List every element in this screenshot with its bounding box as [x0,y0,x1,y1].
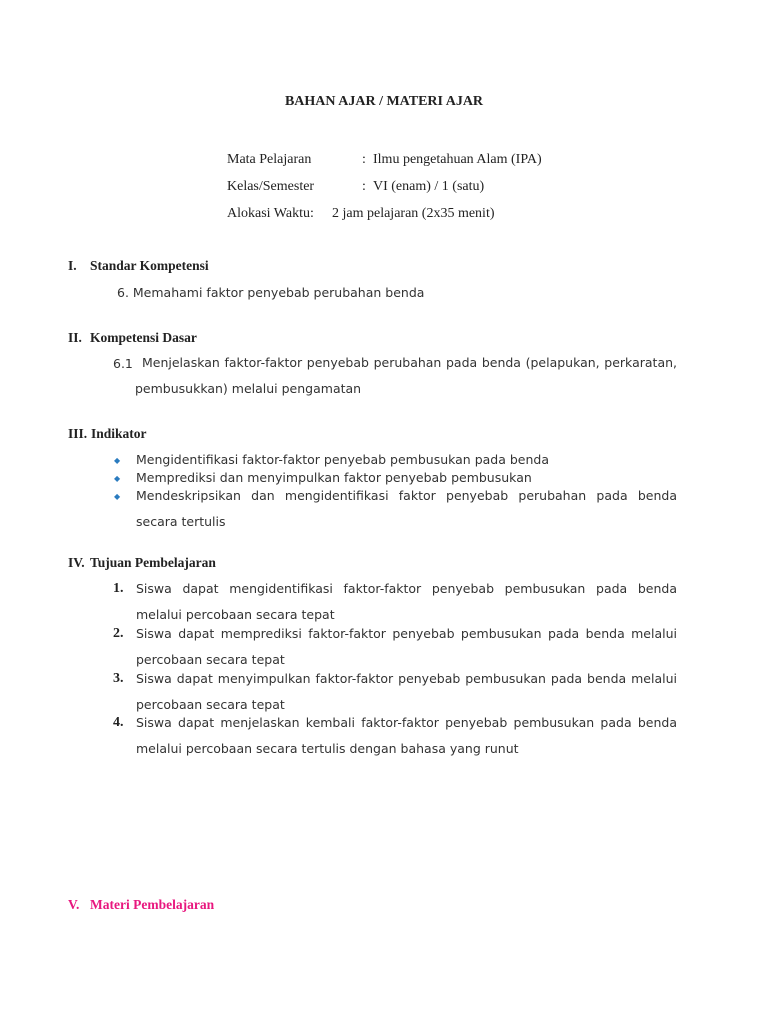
objective-item: Siswa dapat menyimpulkan faktor-faktor penyebab pembusukan pada benda melalui percobaan secara tepat [136,671,677,712]
section-heading-materi-pembelajaran [68,897,214,913]
section-number: III. [68,426,88,441]
indicator-item: Mengidentifikasi faktor-faktor penyebab pembusukan pada benda [136,452,550,467]
indicator-item: Mendeskripsikan dan mengidentifikasi faktor penyebab perubahan pada benda secara tertulis [136,488,677,529]
meta-colon-subject: : [362,152,366,167]
objective-number: 1. [113,581,124,596]
competency-number: 6.1 [113,356,133,371]
section-title: Tujuan Pembelajaran [90,555,216,570]
meta-label-class: Kelas/Semester [227,179,315,194]
section-title: Kompetensi Dasar [90,330,197,345]
objective-item: Siswa dapat mengidentifikasi faktor-faktor penyebab pembusukan pada benda melalui percobaan secara tepat [136,581,677,622]
section-heading-tujuan-pembelajaran [68,555,216,571]
meta-label-subject: Mata Pelajaran [227,152,312,167]
section-number: I. [68,258,77,273]
section-number: IV. [68,555,85,570]
section-title: Materi Pembelajaran [90,897,215,912]
diamond-bullet-icon: ◆ [114,474,121,483]
section-heading-standar-kompetensi [68,258,209,274]
section-title: Indikator [91,426,147,441]
diamond-bullet-icon: ◆ [114,456,121,465]
meta-label-time: Alokasi Waktu: [227,206,314,221]
meta-value-time: 2 jam pelajaran (2x35 menit) [332,206,495,221]
section-number: V. [68,897,80,912]
diamond-bullet-icon: ◆ [114,492,121,501]
section-heading-indikator [68,426,147,442]
meta-value-subject: Ilmu pengetahuan Alam (IPA) [373,152,542,167]
section-text-standar-kompetensi: 6. Memahami faktor penyebab perubahan benda [117,285,425,300]
indicator-item: Memprediksi dan menyimpulkan faktor penyebab pembusukan [136,470,532,485]
objective-number: 2. [113,626,124,641]
objective-item: Siswa dapat memprediksi faktor-faktor penyebab pembusukan pada benda melalui percobaan secara tepat [136,626,677,667]
section-number: II. [68,330,82,345]
section-title: Standar Kompetensi [90,258,209,273]
meta-value-class: VI (enam) / 1 (satu) [373,179,485,194]
objective-number: 4. [113,715,124,730]
section-text-kompetensi-dasar: Menjelaskan faktor-faktor penyebab perubahan pada benda (pelapukan, perkaratan, pembusukkan) melalui pengamatan [135,355,677,396]
document-title: BAHAN AJAR / MATERI AJAR [284,94,484,109]
objective-item: Siswa dapat menjelaskan kembali faktor-faktor penyebab pembusukan pada benda melalui percobaan secara tertulis dengan bahasa yang runut [136,715,677,756]
objective-number: 3. [113,671,124,686]
section-heading-kompetensi-dasar [68,330,197,346]
meta-colon-class: : [362,179,366,194]
